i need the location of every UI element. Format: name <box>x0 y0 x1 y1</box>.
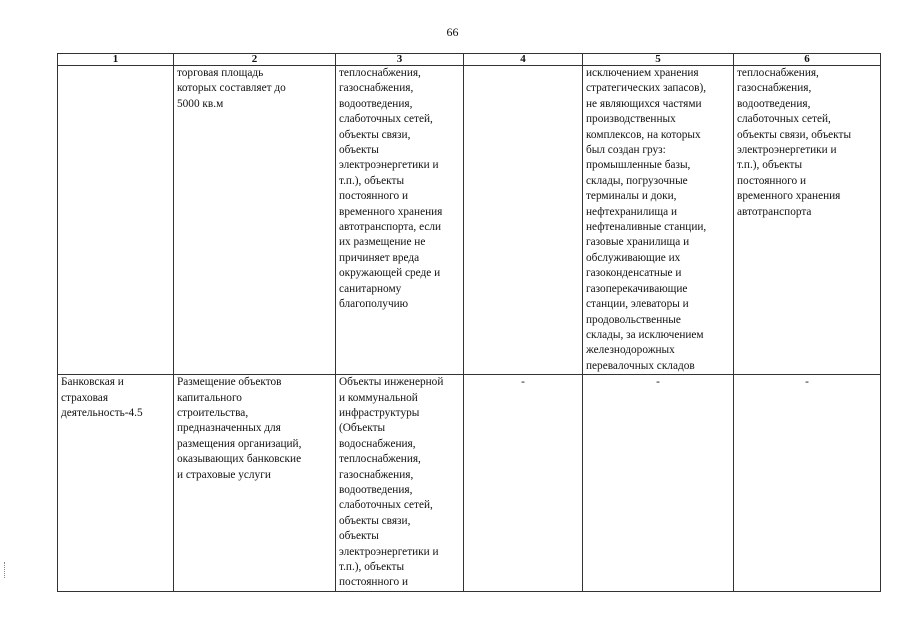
cell-text-line: обслуживающие их <box>586 251 681 264</box>
cell-text-line: теплоснабжения, <box>737 67 819 79</box>
cell-text-line: электроэнергетики и <box>339 545 439 558</box>
cell-text-line: электроэнергетики и <box>737 144 837 157</box>
cell-text-line: временного хранения <box>339 205 443 218</box>
column-header-5: 5 <box>583 54 734 66</box>
cell-text-line: постоянного и <box>339 190 409 203</box>
column-header-1: 1 <box>58 54 174 66</box>
cell-text-line: объекты связи, объекты <box>737 128 852 141</box>
cell-text-line: постоянного и <box>737 174 807 187</box>
cell-text-line: временного хранения <box>737 190 841 203</box>
header-row <box>58 54 881 66</box>
dash-mark: - <box>656 376 660 389</box>
column-header-6: 6 <box>734 54 881 66</box>
cell-text-line: и страховые услуги <box>177 468 271 481</box>
cell-text-line: газоперекачивающие <box>586 282 688 295</box>
cell-text-line: автотранспорта <box>737 205 812 218</box>
dash-mark: - <box>805 376 809 389</box>
row2-col6-cell <box>734 375 881 592</box>
cell-text-line: был создан груз: <box>586 144 666 157</box>
cell-text-line: станции, элеваторы и <box>586 298 689 311</box>
cell-text-line: их размещение не <box>339 236 426 249</box>
cell-text-line: оказывающих банковские <box>177 453 302 466</box>
cell-text-line: т.п.), объекты <box>737 159 803 172</box>
dash-mark: - <box>521 376 525 389</box>
row2-col3-cell <box>336 375 464 592</box>
cell-text-line: причиняет вреда <box>339 251 420 264</box>
column-header-2: 2 <box>174 54 336 66</box>
cell-text-line: газоконденсатные и <box>586 267 682 280</box>
cell-text-line: склады, за исключением <box>586 328 704 341</box>
row1-col3-cell <box>336 66 464 375</box>
cell-text-line: газоснабжения, <box>339 468 414 481</box>
row2-col5-cell <box>583 375 734 592</box>
cell-text-line: окружающей среде и <box>339 267 441 280</box>
row2-col1-cell <box>58 375 174 592</box>
cell-text-line: капитального <box>177 391 242 404</box>
row1-col2-cell <box>174 66 336 375</box>
cell-text-line: исключением хранения <box>586 67 699 79</box>
cell-text-line: нефтеналивные станции, <box>586 221 707 234</box>
cell-text-line: водоотведения, <box>737 97 811 110</box>
row1-col1-cell <box>58 66 174 375</box>
cell-text-line: страховая <box>61 391 109 404</box>
cell-text-line: (Объекты <box>339 422 386 435</box>
cell-text-line: теплоснабжения, <box>339 453 421 466</box>
cell-text-line: теплоснабжения, <box>339 67 421 79</box>
cell-text-line: санитарному <box>339 282 402 295</box>
row2-col4-cell <box>464 375 583 592</box>
cell-text-line: которых составляет до <box>177 82 286 95</box>
table-row <box>58 66 881 375</box>
cell-text-line: производственных <box>586 113 676 126</box>
row1-col4-cell <box>464 66 583 375</box>
cell-text-line: слаботочных сетей, <box>339 113 433 126</box>
cell-text-line: автотранспорта, если <box>339 221 442 234</box>
cell-text-line: Объекты инженерной <box>339 376 444 389</box>
cell-text-line: газоснабжения, <box>339 82 414 95</box>
page-number: 66 <box>446 25 459 39</box>
cell-text-line: продовольственные <box>586 313 681 326</box>
cell-text-line: и коммунальной <box>339 391 418 404</box>
cell-text-line: инфраструктуры <box>339 406 420 419</box>
cell-text-line: размещения организаций, <box>177 437 302 450</box>
document-table <box>57 53 881 592</box>
cell-text-line: т.п.), объекты <box>339 561 405 573</box>
cell-text-line: не являющихся частями <box>586 97 702 110</box>
scan-margin-mark <box>4 562 8 578</box>
table-row <box>58 375 881 592</box>
cell-text-line: слаботочных сетей, <box>339 499 433 512</box>
cell-text-line: перевалочных складов <box>586 359 695 372</box>
cell-text-line: объекты связи, <box>339 128 411 141</box>
cell-text-line: Банковская и <box>61 376 124 389</box>
row1-col6-cell <box>734 66 881 375</box>
cell-text-line: торговая площадь <box>177 67 264 79</box>
cell-text-line: водоотведения, <box>339 97 413 110</box>
cell-text-line: благополучию <box>339 298 409 311</box>
cell-text-line: промышленные базы, <box>586 159 691 172</box>
cell-text-line: нефтехранилища и <box>586 205 677 218</box>
cell-text-line: склады, погрузочные <box>586 174 688 187</box>
cell-text-line: т.п.), объекты <box>339 174 405 187</box>
cell-text-line: стратегических запасов), <box>586 82 707 95</box>
row2-col2-cell <box>174 375 336 592</box>
row1-col5-cell <box>583 66 734 375</box>
cell-text-line: строительства, <box>177 406 249 419</box>
cell-text-line: водоотведения, <box>339 483 413 496</box>
cell-text-line: водоснабжения, <box>339 437 416 450</box>
cell-text-line: предназначенных для <box>177 422 281 435</box>
cell-text-line: слаботочных сетей, <box>737 113 831 126</box>
cell-text-line: объекты <box>339 530 379 543</box>
cell-text-line: электроэнергетики и <box>339 159 439 172</box>
cell-text-line: железнодорожных <box>586 344 675 357</box>
cell-text-line: комплексов, на которых <box>586 128 701 141</box>
cell-text-line: Размещение объектов <box>177 376 282 389</box>
cell-text-line: объекты <box>339 144 379 157</box>
cell-text-line: газовые хранилища и <box>586 236 690 249</box>
cell-text-line: объекты связи, <box>339 514 411 527</box>
column-header-4: 4 <box>464 54 583 66</box>
cell-text-line: 5000 кв.м <box>177 97 224 110</box>
cell-text-line: терминалы и доки, <box>586 190 677 203</box>
cell-text-line: деятельность-4.5 <box>61 406 143 419</box>
cell-text-line: газоснабжения, <box>737 82 812 95</box>
column-header-3: 3 <box>336 54 464 66</box>
cell-text-line: постоянного и <box>339 576 409 589</box>
